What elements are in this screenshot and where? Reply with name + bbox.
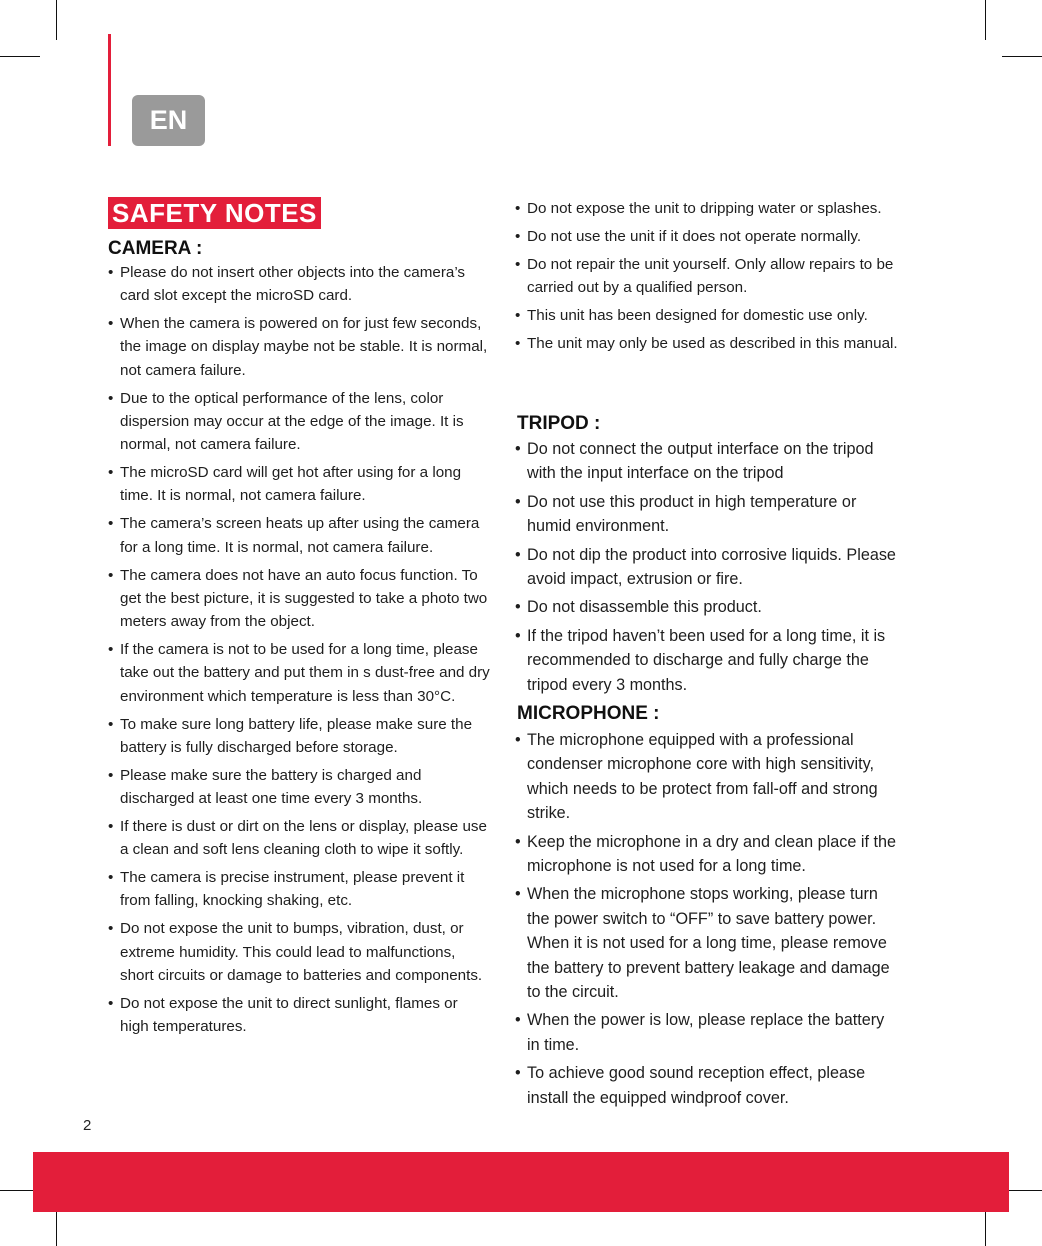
list-item: • Do not repair the unit yourself. Only allow repairs to be carried out by a qualified person. [515,253,900,300]
list-item: • Due to the optical performance of the lens, color dispersion may occur at the edge of the image. It is normal, not camera failure. [108,387,490,457]
page-number: 2 [83,1117,92,1134]
list-item: • The unit may only be used as described in this manual. [515,332,900,355]
tripod-list [515,437,900,701]
list-item: • If there is dust or dirt on the lens or display, please use a clean and soft lens cleaning cloth to wipe it softly. [108,815,490,862]
list-item: • The camera’s screen heats up after using the camera for a long time. It is normal, not camera failure. [108,512,490,559]
footer-bar [33,1152,1009,1212]
language-badge: EN [132,95,205,146]
list-item: • If the tripod haven’t been used for a long time, it is recommended to discharge and fully charge the tripod every 3 months. [515,624,900,697]
accent-rule [108,34,111,146]
list-item: • When the camera is powered on for just few seconds, the image on display maybe not be stable. It is normal, not camera failure. [108,312,490,382]
list-item: • Do not disassemble this product. [515,595,900,619]
list-item: • Please do not insert other objects into the camera’s card slot except the microSD card. [108,261,490,308]
microphone-list [515,728,900,1114]
list-item: • Please make sure the battery is charged and discharged at least one time every 3 months. [108,764,490,811]
tripod-heading: TRIPOD : [517,413,601,434]
microphone-heading: MICROPHONE : [517,703,660,724]
list-item: • To make sure long battery life, please make sure the battery is fully discharged before storage. [108,713,490,760]
crop-mark [985,1206,986,1246]
list-item: • Do not expose the unit to direct sunlight, flames or high temperatures. [108,992,490,1039]
list-item: • This unit has been designed for domestic use only. [515,304,900,327]
list-item: • If the camera is not to be used for a long time, please take out the battery and put them in s dust-free and dry environment which temperature is less than 30°C. [108,638,490,708]
list-item: • Do not use this product in high temperature or humid environment. [515,490,900,539]
list-item: • When the power is low, please replace the battery in time. [515,1008,900,1057]
list-item: • The microSD card will get hot after using for a long time. It is normal, not camera failure. [108,461,490,508]
list-item: • Do not expose the unit to dripping water or splashes. [515,197,900,220]
list-item: • Do not dip the product into corrosive liquids. Please avoid impact, extrusion or fire. [515,543,900,592]
list-item: • When the microphone stops working, please turn the power switch to “OFF” to save battery power. When it is not used for a long time, please remove the battery to prevent battery leakage and damage to the circuit. [515,882,900,1004]
list-item: • Keep the microphone in a dry and clean place if the microphone is not used for a long time. [515,830,900,879]
crop-mark [985,0,986,40]
crop-mark [56,0,57,40]
page-title: SAFETY NOTES [108,197,321,229]
general-list [515,197,900,360]
list-item: • Do not connect the output interface on the tripod with the input interface on the tripod [515,437,900,486]
list-item: • The camera is precise instrument, please prevent it from falling, knocking shaking, etc. [108,866,490,913]
list-item: • To achieve good sound reception effect, please install the equipped windproof cover. [515,1061,900,1110]
crop-mark [0,56,40,57]
list-item: • The camera does not have an auto focus function. To get the best picture, it is suggested to take a photo two meters away from the object. [108,564,490,634]
list-item: • Do not use the unit if it does not operate normally. [515,225,900,248]
camera-heading: CAMERA : [108,238,203,259]
camera-list [108,261,490,1043]
crop-mark [1002,56,1042,57]
crop-mark [56,1206,57,1246]
list-item: • The microphone equipped with a professional condenser microphone core with high sensitivity, which needs to be protect from fall-off and strong strike. [515,728,900,826]
list-item: • Do not expose the unit to bumps, vibration, dust, or extreme humidity. This could lead to malfunctions, short circuits or damage to batteries and components. [108,917,490,987]
